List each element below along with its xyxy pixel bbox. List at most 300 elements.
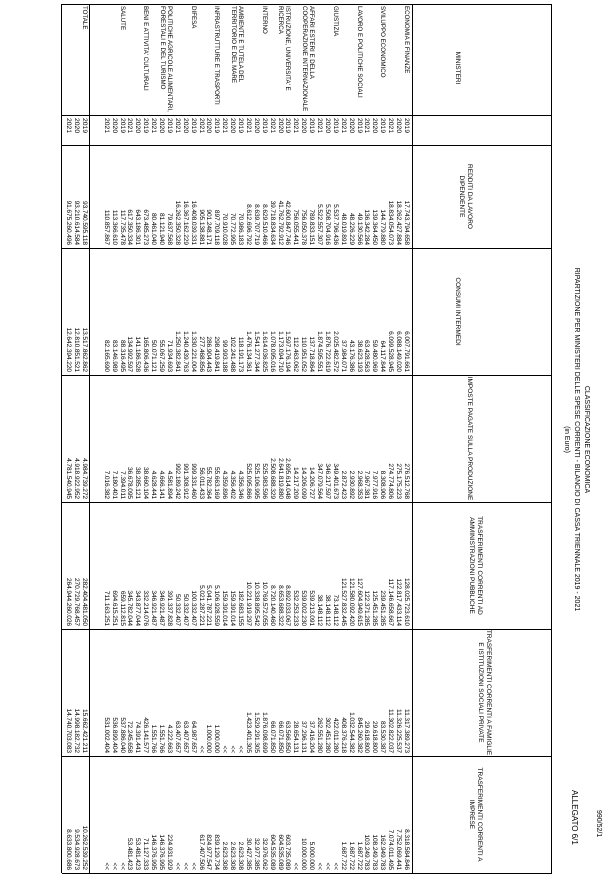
value-cell: 8.308.906 [379, 470, 387, 499]
ministry-name: INFRASTRUTTURE E TRASPORTI [213, 6, 221, 105]
value-cell: 50.071.121 [150, 339, 158, 372]
value-cell: 110.857.867 [102, 209, 110, 245]
value-cell: 2.025.482.572 [331, 331, 339, 372]
value-cell: 64.987.657 [189, 720, 197, 753]
value-cell: << [189, 862, 197, 870]
value-cell: 897.709.118 [213, 209, 221, 245]
value-cell: 536.899.404 [110, 717, 118, 753]
value-cell: 8.639.707.719 [252, 204, 260, 245]
value-cell: 38.660.104 [142, 466, 150, 499]
value-cell: 70.910.028 [221, 212, 229, 245]
value-cell: 1.330.221.004 [189, 331, 197, 372]
value-cell: 1.874.595.551 [316, 331, 324, 372]
value-cell: 137.718.864 [308, 336, 316, 372]
ministry-name: SALUTE [118, 6, 126, 31]
year-cell: 2020 [276, 118, 284, 134]
value-cell: 162.949.783 [379, 834, 387, 870]
value-cell: 4.356.346 [237, 470, 245, 499]
value-cell: 118.191.173 [237, 336, 245, 372]
value-cell: 905.138.881 [197, 209, 205, 245]
value-cell: 4.222.663 [166, 724, 173, 753]
value-cell: 694.615.251 [110, 590, 118, 626]
value-cell: 7.977.916 [371, 470, 379, 499]
value-cell: 63.407.657 [173, 720, 181, 753]
value-cell: 239.451.285 [379, 590, 387, 626]
value-cell: 112.463.062 [292, 336, 300, 372]
header-redditi-lavoro: REDDITI DA LAVORO DIPENDENTE [458, 164, 473, 229]
value-cell: 1.551.766 [150, 724, 158, 753]
value-cell: 408.376.218 [339, 717, 347, 753]
table-rule [61, 4, 62, 873]
value-cell: 103.249.783 [363, 834, 371, 870]
value-cell: 1.687.722 [339, 841, 347, 870]
ministry-name: LAVORO E POLITICHE SOCIALI [355, 6, 363, 98]
ministry-name: BENI E ATTIVITA' CULTURALI [142, 6, 150, 91]
value-cell: 50.332.407 [181, 593, 189, 626]
value-cell: 48.019.891 [339, 212, 347, 245]
value-cell: 345.782.044 [126, 590, 134, 626]
value-cell: 71.127.333 [142, 837, 150, 870]
value-cell: 70.986.183 [237, 212, 245, 245]
value-cell: 643.186.301 [134, 209, 142, 245]
year-cell: 2019 [142, 118, 150, 134]
value-cell: 7.752.069.441 [395, 829, 403, 870]
year-cell: 2019 [118, 118, 126, 134]
value-cell: 603.735.089 [284, 834, 292, 870]
year-cell: 2021 [292, 118, 300, 134]
value-cell: 349.401.673 [331, 463, 339, 499]
value-cell: 5.000.000 [308, 841, 316, 870]
allegato-label: ALLEGATO 6/1 [570, 790, 579, 845]
value-cell: 2.623.308 [237, 841, 245, 870]
value-cell: 141.186.528 [134, 336, 142, 372]
value-cell: 38.148.112 [324, 594, 331, 626]
year-cell: 2021 [197, 118, 205, 134]
value-cell: 182.683.155 [237, 590, 245, 626]
value-cell: 117.735.478 [118, 209, 126, 245]
value-cell: 1.000.000 [205, 724, 213, 753]
year-cell: 2019 [189, 118, 197, 134]
value-cell: 55.663.169 [213, 466, 221, 499]
year-cell: 2019 [355, 118, 363, 134]
value-cell: 1.032.544.382 [347, 712, 355, 753]
title-line-1: CLASSIFICAZIONE ECONOMICA [583, 385, 590, 494]
value-cell: << [173, 862, 181, 870]
value-cell: 32.976.062 [260, 837, 268, 870]
year-cell: 2021 [245, 118, 252, 134]
value-cell: 139.364.450 [371, 209, 379, 245]
value-cell: 14.206.099 [300, 466, 308, 499]
value-cell: 146.376.995 [150, 834, 158, 870]
value-cell: 6.099.528.945 [387, 331, 395, 372]
value-cell: 262.551.280 [316, 717, 324, 753]
value-cell: 12.642.394.220 [65, 327, 73, 372]
value-cell: 18.262.427.884 [395, 200, 403, 245]
value-cell: 63.407.657 [181, 720, 189, 753]
value-cell: 999.331.460 [189, 463, 197, 499]
value-cell: 82.165.690 [102, 339, 110, 372]
value-cell: 839.129.734 [213, 834, 221, 870]
year-cell: 2021 [363, 118, 371, 134]
ministry-name: AMBIENTE E TUTELA DEL TERRITORIO E DEL MARE [229, 6, 245, 84]
value-cell: 4.666.141 [158, 470, 166, 499]
value-cell: 42.600.847.746 [284, 200, 292, 245]
value-cell: 1.687.722 [347, 841, 355, 870]
value-cell: 10.000.000 [300, 837, 308, 870]
value-cell: 1.541.277.344 [252, 331, 260, 372]
value-cell: << [229, 745, 237, 753]
value-cell: 2.508.688.329 [268, 458, 276, 499]
value-cell: 14.998.182.732 [73, 708, 80, 753]
value-cell: 28.654.131 [292, 720, 300, 753]
value-cell: << [324, 862, 331, 870]
value-cell: 41.762.792.912 [276, 200, 284, 245]
ministry-name: GIUSTIZIA [331, 6, 339, 37]
value-cell: 37.984.071 [339, 339, 347, 372]
value-cell: 99.993.188 [221, 339, 229, 372]
value-cell: 38.623.193 [355, 339, 363, 372]
value-cell: 121.527.832.445 [339, 577, 347, 626]
value-cell: 59.480.969 [371, 339, 379, 372]
year-cell: 2021 [221, 118, 229, 134]
table-rule [551, 4, 552, 873]
value-cell: 64.117.844 [379, 340, 387, 372]
value-cell: 8.633.800.686 [65, 829, 73, 870]
value-cell: 992.189.242 [173, 463, 181, 499]
value-cell: 332.214.076 [142, 590, 150, 626]
year-cell: 2020 [229, 118, 237, 134]
value-cell: 8.629.510.466 [260, 204, 268, 245]
value-cell: 10.338.895.542 [252, 581, 260, 626]
value-cell: 110.951.052 [300, 336, 308, 372]
value-cell: 1.614.036.825 [260, 331, 268, 372]
value-cell: 4.359.896 [221, 470, 229, 499]
value-cell: 83.530.387 [379, 720, 387, 753]
value-cell: 11.317.389.273 [403, 709, 410, 753]
header-imposte-produzione: IMPOSTE PAGATE SULLA PRODUZIONE [466, 376, 473, 501]
value-cell: 756.050.378 [300, 209, 308, 245]
value-cell: 15.662.421.211 [80, 709, 88, 753]
year-cell: 2020 [252, 118, 260, 134]
value-cell: << [110, 862, 118, 870]
table-rule [412, 4, 413, 873]
value-cell: 673.485.273 [142, 209, 150, 245]
value-cell: 16.408.039.331 [189, 200, 197, 245]
value-cell: 122.371.285 [363, 590, 371, 626]
title-line-2: RIPARTIZIONE PER MINISTERI DELLE SPESE CORRENTI - BILANCIO DI CASSA TRIENNALE 2019 - 2021 [573, 267, 580, 612]
value-cell: 127.604.949.615 [355, 577, 363, 626]
value-cell: 1.240.439.763 [181, 331, 189, 372]
value-cell: 29.618.800 [363, 720, 371, 753]
value-cell: 53.481.423 [134, 837, 142, 870]
value-cell: 617.407.506 [197, 834, 205, 870]
value-cell: 11.326.225.537 [395, 709, 403, 753]
value-cell: 108.249.783 [371, 834, 379, 870]
year-cell: 2021 [173, 118, 181, 134]
value-cell: 2.968.353 [355, 470, 363, 499]
value-cell: 824.977.547 [205, 834, 213, 870]
value-cell: 4.581.894 [166, 470, 173, 499]
value-cell: 2.872.423 [339, 470, 347, 499]
value-cell: 7.967.381 [363, 470, 371, 499]
value-cell: 1.173.094.710 [276, 331, 284, 372]
value-cell: 11.302.822.037 [387, 709, 395, 753]
ministry-name: SVILUPPO ECONOMICO [379, 6, 387, 78]
value-cell: 2.641.819.880 [276, 458, 284, 499]
value-cell: 346.921.487 [158, 590, 166, 626]
value-cell: 270.729.768.457 [73, 577, 80, 626]
value-cell: 276.512.768 [403, 463, 410, 499]
value-cell: 18.834.054.073 [387, 200, 395, 245]
year-cell: 2021 [268, 118, 276, 134]
year-cell: 2019 [379, 118, 387, 134]
value-cell: 159.391.014 [229, 590, 237, 626]
ministry-name: ECONOMIA E FINANZE [403, 6, 410, 74]
value-cell: 72.245.658 [126, 720, 134, 753]
year-cell: 2020 [324, 118, 331, 134]
value-cell: 66.071.850 [276, 720, 284, 753]
value-cell: 50.332.407 [173, 593, 181, 626]
value-cell: 8.318.584.846 [403, 829, 410, 870]
value-cell: 39.718.834.634 [268, 200, 276, 245]
value-cell: 134.992.597 [126, 336, 134, 372]
value-cell: 274.774.806 [387, 463, 395, 499]
table-rule [62, 115, 552, 116]
value-cell: 422.011.280 [331, 717, 339, 753]
table-rule [62, 873, 552, 874]
value-cell: 14.217.209 [292, 466, 300, 499]
value-cell: 282.404.481.050 [80, 577, 88, 626]
value-cell: 63.428.563 [363, 339, 371, 372]
value-cell: 539.002.230 [300, 590, 308, 626]
value-cell: 5.537.796.436 [331, 204, 339, 245]
ministry-name: AFFARI ESTERI E DELLA COOPERAZIONE INTERNAZIONALE [300, 6, 316, 112]
value-cell: 5.106.928.559 [213, 585, 221, 626]
value-cell: 7.074.011.495 [387, 829, 395, 870]
value-cell: 391.337.828 [166, 590, 173, 626]
header-consumi-intermedi: CONSUMI INTERMEDI [454, 277, 461, 346]
value-cell: 711.163.251 [102, 590, 110, 626]
value-cell: 347.079.564 [316, 463, 324, 499]
value-cell: 93.740.595.118 [80, 201, 88, 245]
year-cell: 2020 [181, 118, 189, 134]
year-cell: 2021 [339, 118, 347, 134]
value-cell: 1.876.722.619 [324, 331, 331, 372]
value-cell: 14.206.727 [308, 466, 316, 499]
value-cell: 66.071.850 [268, 720, 276, 753]
value-cell: 63.566.850 [284, 720, 292, 753]
value-cell: 10.221.919.297 [245, 581, 252, 626]
year-cell: 2020 [158, 118, 166, 134]
value-cell: 604.535.089 [268, 834, 276, 870]
year-cell: 2019 [237, 118, 245, 134]
header-trasf-imprese: TRASFERIMENTI CORRENTI A IMPRESE [468, 767, 483, 862]
value-cell: 1.597.176.194 [284, 331, 292, 372]
value-cell: 32.977.385 [252, 837, 260, 870]
value-cell: 298.419.841 [213, 336, 221, 372]
value-cell: 4.918.922.952 [73, 458, 80, 499]
value-cell: 14.740.703.083 [65, 708, 73, 753]
value-cell: 4.781.540.945 [65, 458, 73, 499]
value-cell: 74.391.441 [134, 720, 142, 753]
value-cell: 531.002.404 [102, 717, 110, 753]
value-cell: 901.248.171 [205, 209, 213, 245]
value-cell: 991.308.912 [181, 463, 189, 499]
value-cell: 91.675.260.496 [65, 200, 73, 245]
year-cell: 2019 [284, 118, 292, 134]
year-cell: 2020 [395, 118, 403, 134]
value-cell: 121.580.092.420 [347, 577, 355, 626]
value-cell: 146.376.995 [158, 834, 166, 870]
year-cell: 2019 [213, 118, 221, 134]
value-cell: 8.653.688.322 [276, 585, 284, 626]
value-cell: 5.508.704.916 [324, 204, 331, 245]
header-trasf-amministrazioni: TRASFERIMENTI CORRENTI AD AMMINISTRAZIONI PUBBLICHE [468, 516, 483, 615]
value-cell: 1.551.766 [158, 724, 166, 753]
value-cell: 525.983.596 [260, 463, 268, 499]
value-cell: 2.930.892 [347, 470, 355, 499]
value-cell: 6.088.149.020 [395, 331, 403, 372]
value-cell: 73.148.112 [331, 594, 339, 626]
value-cell: 346.921.487 [150, 590, 158, 626]
value-cell: 7.394.011 [118, 471, 126, 499]
value-cell: 38.148.112 [316, 594, 324, 626]
value-cell: 539.213.091 [308, 590, 316, 626]
year-cell: 2020 [347, 118, 355, 134]
year-cell: 2019 [166, 118, 173, 134]
year-cell: 2019 [331, 118, 339, 134]
title-line-3: (in Euro) [563, 426, 570, 453]
header-ministeri: MINISTERI [454, 51, 461, 85]
value-cell: << [181, 862, 189, 870]
value-cell: 6.007.791.661 [403, 331, 410, 372]
value-cell: 5.041.787.221 [205, 585, 213, 626]
value-cell: 38.285.121 [134, 466, 142, 499]
value-cell: << [221, 745, 229, 753]
ministry-name: DIFESA [189, 6, 197, 29]
value-cell: 1.078.095.016 [268, 331, 276, 372]
value-cell: 343.877.044 [134, 590, 142, 626]
value-cell: 9.534.928.673 [73, 829, 80, 870]
value-cell: 29.618.800 [371, 720, 379, 753]
value-cell: 37.296.131 [300, 720, 308, 753]
value-cell: 5.522.557.307 [316, 204, 324, 245]
value-cell: 1.000.000 [213, 724, 221, 753]
year-cell: 2020 [371, 118, 379, 134]
value-cell: 55.782.364 [205, 466, 213, 499]
value-cell: 122.817.433.114 [395, 578, 403, 626]
value-cell: 659.112.815 [118, 590, 126, 626]
value-cell: 49.130.566 [355, 212, 363, 245]
value-cell: 36.678.095 [126, 466, 134, 499]
header-trasf-famiglie: TRASFERIMENTI CORRENTI A FAMIGLIE E ISTITUZIONI SOCIALI PRIVATE [477, 629, 492, 756]
value-cell: 1.476.134.361 [245, 331, 252, 372]
value-cell: 525.106.995 [252, 463, 260, 499]
value-cell: 55.067.259 [158, 339, 166, 372]
value-cell: << [237, 745, 245, 753]
value-cell: 5.021.287.221 [197, 585, 205, 626]
value-cell: 17.743.794.658 [403, 200, 410, 245]
year-cell: 2019 [403, 118, 410, 134]
value-cell: 264.944.260.026 [65, 577, 73, 626]
value-cell: 88.316.495 [118, 339, 126, 372]
value-cell: 13.517.862.862 [80, 327, 88, 372]
value-cell: 10.769.572.055 [260, 581, 268, 626]
value-cell: 604.535.089 [276, 834, 284, 870]
year-cell: 2020 [110, 118, 118, 134]
value-cell: 4.356.402 [229, 470, 237, 499]
value-cell: 1.529.291.305 [252, 712, 260, 753]
year-cell: 2019 [308, 118, 316, 134]
value-cell: 4.984.739.272 [80, 458, 88, 499]
value-cell: 1.250.382.841 [173, 331, 181, 372]
value-cell: 144.779.880 [379, 209, 387, 245]
value-cell: 1.423.401.305 [245, 712, 252, 753]
value-cell: 286.904.443 [205, 336, 213, 372]
value-cell: 136.342.284 [363, 209, 371, 245]
year-cell: 2020 [134, 118, 142, 134]
year-cell: 2019 [260, 118, 268, 134]
value-cell: 2.623.308 [221, 841, 229, 870]
table-rule [62, 4, 552, 5]
value-cell: 8.612.696.792 [245, 204, 252, 245]
value-cell: 845.260.382 [355, 717, 363, 753]
value-cell: << [102, 862, 110, 870]
value-cell: 1.687.722 [355, 841, 363, 870]
value-cell: 81.121.940 [158, 212, 166, 245]
value-cell: 426.141.577 [142, 717, 150, 753]
value-cell: 117.146.658.667 [387, 578, 395, 626]
value-cell: 525.095.866 [245, 463, 252, 499]
value-cell: 113.366.610 [110, 209, 118, 245]
value-cell: 125.451.285 [371, 590, 379, 626]
value-cell: 56.011.433 [197, 467, 205, 499]
value-cell: 80.461.040 [150, 212, 158, 245]
value-cell: 346.217.597 [324, 463, 331, 499]
value-cell: 7.016.382 [102, 470, 110, 499]
value-cell: << [292, 862, 300, 870]
total-label: TOTALE [80, 6, 88, 30]
value-cell: 302.451.280 [324, 717, 331, 753]
value-cell: 79.637.568 [166, 212, 173, 245]
value-cell: << [197, 745, 205, 753]
ministry-name: POLITICHE AGRICOLE ALIMENTARI, FORESTALI E DEL TURISMO [158, 6, 173, 112]
value-cell: 37.416.204 [308, 720, 316, 753]
value-cell: 93.210.614.584 [73, 200, 80, 245]
year-cell: 2021 [316, 118, 324, 134]
value-cell: 756.055.441 [292, 209, 300, 245]
ministry-name: ISTRUZIONE, UNIVERSITA' E RICERCA [277, 6, 292, 91]
value-cell: 43.176.386 [347, 339, 355, 372]
value-cell: 102.241.488 [229, 336, 237, 372]
document-code: 990/52/1 [595, 810, 602, 838]
year-cell: 2021 [387, 118, 395, 134]
value-cell: 16.367.162.229 [181, 200, 189, 245]
value-cell: 159.391.014 [221, 590, 229, 626]
value-cell: 165.806.436 [142, 336, 150, 372]
value-cell: 30.427.385 [245, 837, 252, 870]
value-cell: 53.481.423 [126, 837, 134, 870]
year-cell: 2021 [102, 118, 110, 134]
year-cell: 2021 [65, 118, 73, 134]
value-cell: 277.468.856 [197, 336, 205, 372]
year-cell: 2020 [73, 118, 80, 134]
value-cell: 8.892.033.067 [284, 585, 292, 626]
value-cell: << [316, 862, 324, 870]
year-cell: 2020 [205, 118, 213, 134]
value-cell: 100.332.407 [189, 590, 197, 626]
value-cell: 789.833.151 [308, 209, 316, 245]
